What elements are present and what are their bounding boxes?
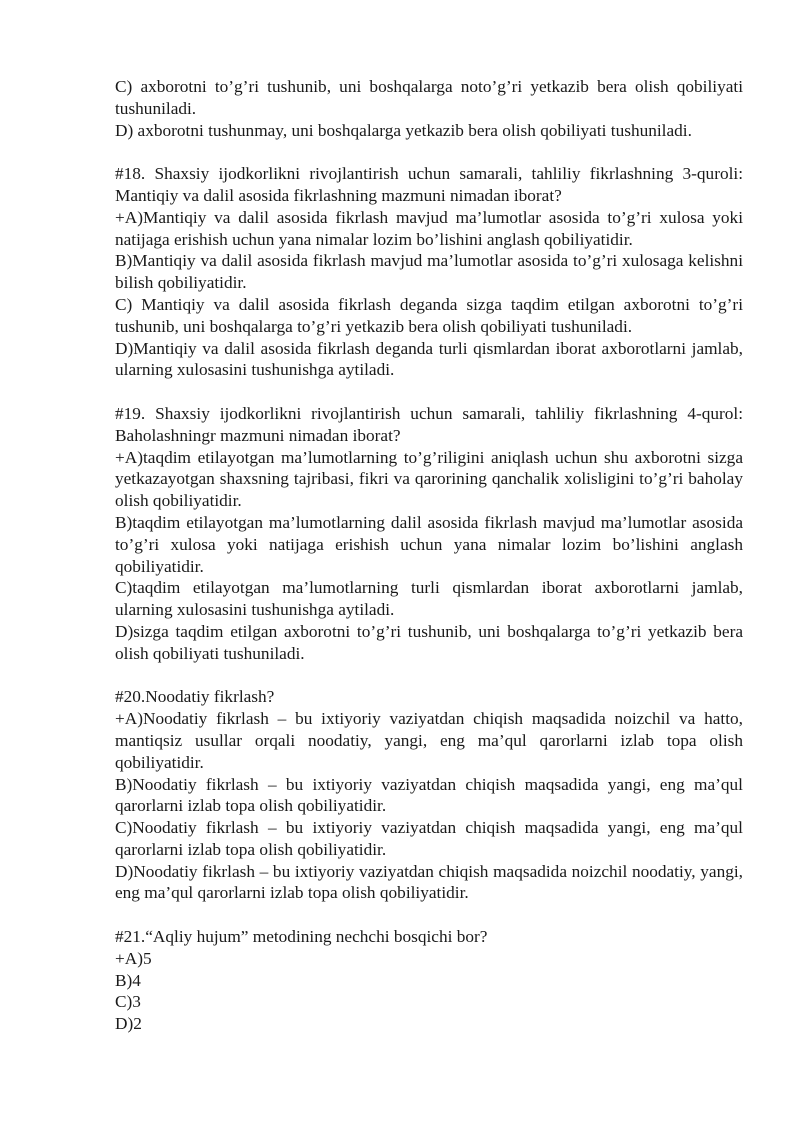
answer-option-b: B)4 (115, 970, 141, 990)
answer-option-d: D)2 (115, 1014, 142, 1034)
answer-option-a: +A)taqdim etilayotgan ma’lumotlarning to’g’riligini aniqlash uchun shu axborotni sizga yetkazayotgan shaxsning tajribasi, fikri va qarorining qanchalik xolisligini to’g’ri baholay olish qobiliyatidir. (115, 447, 743, 511)
answer-option-a: +A)Noodatiy fikrlash – bu ixtiyoriy vaziyatdan chiqish maqsadida noizchil va hatto, mantiqsiz usullar orqali noodatiy, yangi, eng ma’qul qarorlarni izlab topa olish qobiliyatidir. (115, 709, 743, 772)
answer-option-d: D) axborotni tushunmay, uni boshqalarga yetkazib bera olish qobiliyati tushuniladi. (115, 120, 692, 140)
answer-option-d: D)Mantiqiy va dalil asosida fikrlash deganda turli qismlardan iborat axborotlarni jamlab, ularning xulosasini tushunishga aytiladi. (115, 338, 743, 380)
question-block-19 (115, 403, 743, 665)
question-block-20 (115, 686, 743, 904)
answer-option-c: C)3 (115, 992, 141, 1012)
question-text: #20.Noodatiy fikrlash? (115, 687, 275, 707)
answer-option-a: +A)Mantiqiy va dalil asosida fikrlash mavjud ma’lumotlar asosida to’g’ri xulosa yoki natijaga erishish uchun yana nimalar lozim bo’lishini anglash qobiliyatidir. (115, 207, 743, 249)
question-text: #18. Shaxsiy ijodkorlikni rivojlantirish uchun samarali, tahliliy fikrlashning 3-quroli: Mantiqiy va dalil asosida fikrlashning mazmuni nimadan iborat? (115, 164, 743, 205)
question-text: #19. Shaxsiy ijodkorlikni rivojlantirish uchun samarali, tahliliy fikrlashning 4-qurol: Baholashningr mazmuni nimadan iborat? (115, 403, 743, 445)
question-text: #21.“Aqliy hujum” metodining nechchi bosqichi bor? (115, 927, 488, 947)
answer-option-b: B)taqdim etilayotgan ma’lumotlarning dalil asosida fikrlash mavjud ma’lumotlar asosida to’g’ri xulosa yoki natijaga erishish uchun yana nimalar lozim bo’lishini anglash qobiliyatidir. (115, 512, 743, 576)
question-block-18 (115, 163, 743, 381)
answer-option-c: C)Noodatiy fikrlash – bu ixtiyoriy vaziyatdan chiqish maqsadida yangi, eng ma’qul qarorlarni izlab topa olish qobiliyatidir. (115, 818, 743, 859)
answer-option-c: C) Mantiqiy va dalil asosida fikrlash deganda sizga taqdim etilgan axborotni to’g’ri tushunib, uni boshqalarga to’g’ri yetkazib bera olish qobiliyati tushuniladi. (115, 294, 743, 336)
answer-option-c: C) axborotni to’g’ri tushunib, uni boshqalarga noto’g’ri yetkazib bera olish qobiliyati tushuniladi. (115, 77, 743, 118)
answer-option-d: D)Noodatiy fikrlash – bu ixtiyoriy vaziyatdan chiqish maqsadida noizchil noodatiy, yangi, eng ma’qul qarorlarni izlab topa olish qobiliyatidir. (115, 861, 743, 903)
question-block-17-continued (115, 76, 743, 141)
answer-option-c: C)taqdim etilayotgan ma’lumotlarning turli qismlardan iborat axborotlarni jamlab, ularning xulosasini tushunishga aytiladi. (115, 578, 743, 620)
answer-option-b: B)Mantiqiy va dalil asosida fikrlash mavjud ma’lumotlar asosida to’g’ri xulosaga kelishni bilish qobiliyatidir. (115, 251, 743, 293)
answer-option-a: +A)5 (115, 948, 152, 968)
document-page (115, 76, 743, 1035)
question-block-21 (115, 926, 743, 1035)
answer-option-d: D)sizga taqdim etilgan axborotni to’g’ri tushunib, uni boshqalarga to’g’ri yetkazib bera olish qobiliyati tushuniladi. (115, 621, 743, 663)
answer-option-b: B)Noodatiy fikrlash – bu ixtiyoriy vaziyatdan chiqish maqsadida yangi, eng ma’qul qarorlarni izlab topa olish qobiliyatidir. (115, 774, 743, 816)
